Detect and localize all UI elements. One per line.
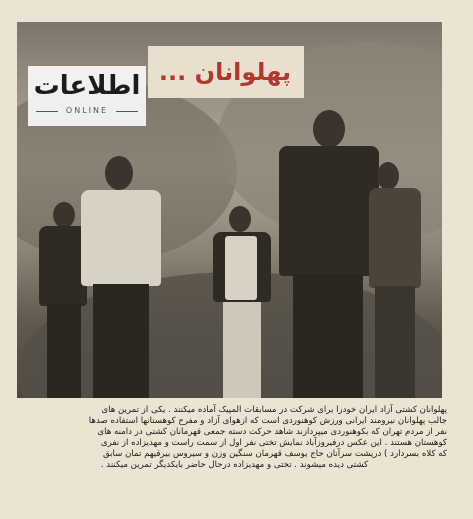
caption-line: نفر از مردم تهران که بکوهنوردی میپردازند شاهد حرکت دسته جمعی قهرمانان کشتی در دامنه های [97, 427, 447, 437]
caption-text [22, 405, 447, 505]
caption-line: جالب پهلوانان نیرومند ایرانی ورزش کوهنوردی است که ازهوای آزاد و مفرح کوهستانها استفاده صدها [88, 416, 447, 426]
logo-name: اطلاعات [33, 71, 141, 101]
caption-line: کوهستان هستند . این عکس درفیروزآباد نمایش تختی نفر اول از سمت راست و مهدیزاده از نفری [100, 438, 447, 448]
caption-line: پهلوانان کشتی آزاد ایران خودرا برای شرکت در مسابقات المپیک آماده میکنند . یکی از تمرین های [101, 405, 447, 415]
logo-rule-right [116, 111, 138, 112]
logo-subtitle: ONLINE [65, 106, 109, 115]
headline-title: پهلوانان ... [158, 58, 292, 86]
caption-line: که کلاه بسردارد ) درپشت سرآنان حاج یوسف قهرمان سنگین وزن و سیروس بیرقیهم تمان سابق [102, 449, 447, 459]
caption-line: کشتی دیده میشوند . تختی و مهدیزاده درحال حاضر بایکدیگر تمرین میکنند . [100, 460, 369, 470]
